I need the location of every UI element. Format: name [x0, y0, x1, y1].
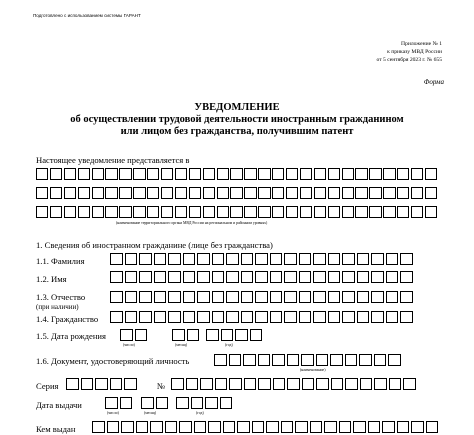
input-cell[interactable] [241, 271, 254, 283]
input-cell[interactable] [411, 168, 423, 180]
input-cell[interactable] [258, 354, 271, 366]
issue-month-cells[interactable] [141, 397, 168, 409]
input-cell[interactable] [133, 168, 145, 180]
input-cell[interactable] [286, 206, 298, 218]
input-cell[interactable] [270, 291, 283, 303]
input-cell[interactable] [36, 206, 48, 218]
input-cell[interactable] [176, 397, 189, 409]
input-cell[interactable] [360, 378, 373, 390]
appendix-line-2: к приказу МВД России [387, 49, 442, 55]
input-cell[interactable] [92, 187, 104, 199]
input-cell[interactable] [139, 271, 152, 283]
document-title [0, 102, 474, 138]
input-cell[interactable] [36, 168, 48, 180]
input-cell[interactable] [136, 421, 149, 433]
input-cell[interactable] [397, 168, 409, 180]
input-cell[interactable] [284, 311, 297, 323]
input-cell[interactable] [197, 253, 210, 265]
input-cell[interactable] [400, 271, 413, 283]
input-cell[interactable] [214, 354, 227, 366]
input-cell[interactable] [270, 253, 283, 265]
input-cell[interactable] [147, 187, 159, 199]
issue-date-label: Дата выдачи [36, 400, 82, 410]
input-cell[interactable] [284, 291, 297, 303]
input-cell[interactable] [110, 311, 123, 323]
input-cell[interactable] [121, 421, 134, 433]
input-cell[interactable] [154, 253, 167, 265]
issue-day-cells[interactable] [105, 397, 132, 409]
input-cell[interactable] [165, 421, 178, 433]
input-cell[interactable] [342, 253, 355, 265]
input-cell[interactable] [50, 206, 62, 218]
input-cell[interactable] [342, 271, 355, 283]
input-cell[interactable] [316, 354, 329, 366]
input-cell[interactable] [133, 187, 145, 199]
input-cell[interactable] [183, 253, 196, 265]
input-cell[interactable] [139, 291, 152, 303]
input-cell[interactable] [161, 168, 173, 180]
input-cell[interactable] [139, 311, 152, 323]
name-cells[interactable] [110, 271, 413, 283]
input-cell[interactable] [369, 168, 381, 180]
input-cell[interactable] [110, 271, 123, 283]
input-cell[interactable] [388, 354, 401, 366]
input-cell[interactable] [272, 354, 285, 366]
input-cell[interactable] [272, 187, 284, 199]
input-cell[interactable] [95, 378, 108, 390]
input-cell[interactable] [125, 271, 138, 283]
input-cell[interactable] [314, 187, 326, 199]
input-cell[interactable] [411, 421, 424, 433]
input-cell[interactable] [105, 206, 117, 218]
input-cell[interactable] [281, 421, 294, 433]
input-cell[interactable] [342, 311, 355, 323]
input-cell[interactable] [342, 168, 354, 180]
input-cell[interactable] [328, 291, 341, 303]
garant-note: Подготовлено с использованием системы ГАРАНТ [33, 13, 141, 18]
input-cell[interactable] [221, 329, 234, 341]
input-cell[interactable] [120, 397, 133, 409]
input-cell[interactable] [386, 311, 399, 323]
input-cell[interactable] [78, 187, 90, 199]
input-cell[interactable] [203, 206, 215, 218]
input-cell[interactable] [357, 291, 370, 303]
input-cell[interactable] [226, 291, 239, 303]
input-cell[interactable] [64, 187, 76, 199]
birthdate-day-caption: (число) [123, 343, 135, 347]
authority-cells-row-3[interactable] [36, 206, 439, 218]
input-cell[interactable] [383, 206, 395, 218]
input-cell[interactable] [299, 291, 312, 303]
input-cell[interactable] [119, 187, 131, 199]
input-cell[interactable] [258, 187, 270, 199]
input-cell[interactable] [139, 253, 152, 265]
input-cell[interactable] [258, 168, 270, 180]
input-cell[interactable] [299, 311, 312, 323]
input-cell[interactable] [411, 206, 423, 218]
input-cell[interactable] [189, 206, 201, 218]
appendix-block [376, 40, 442, 64]
input-cell[interactable] [175, 206, 187, 218]
appendix-line-1: Приложение № 1 [401, 41, 442, 47]
input-cell[interactable] [258, 378, 271, 390]
input-cell[interactable] [357, 271, 370, 283]
input-cell[interactable] [345, 354, 358, 366]
input-cell[interactable] [400, 253, 413, 265]
input-cell[interactable] [382, 421, 395, 433]
issue-year-cells[interactable] [176, 397, 232, 409]
input-cell[interactable] [212, 253, 225, 265]
input-cell[interactable] [244, 378, 257, 390]
input-cell[interactable] [168, 311, 181, 323]
input-cell[interactable] [255, 291, 268, 303]
input-cell[interactable] [92, 421, 105, 433]
input-cell[interactable] [425, 168, 437, 180]
input-cell[interactable] [92, 206, 104, 218]
patronymic-note: (при наличии) [36, 303, 79, 311]
input-cell[interactable] [187, 329, 200, 341]
input-cell[interactable] [212, 271, 225, 283]
appendix-line-3: от 5 сентября 2023 г. № 655 [376, 57, 442, 63]
patronymic-cells[interactable] [110, 291, 413, 303]
input-cell[interactable] [314, 206, 326, 218]
input-cell[interactable] [175, 168, 187, 180]
input-cell[interactable] [255, 271, 268, 283]
input-cell[interactable] [229, 354, 242, 366]
document-cells[interactable] [214, 354, 401, 366]
input-cell[interactable] [355, 206, 367, 218]
input-cell[interactable] [342, 187, 354, 199]
input-cell[interactable] [328, 187, 340, 199]
intro-text: Настоящее уведомление представляется в [36, 155, 190, 165]
input-cell[interactable] [189, 187, 201, 199]
input-cell[interactable] [154, 311, 167, 323]
input-cell[interactable] [241, 311, 254, 323]
input-cell[interactable] [179, 421, 192, 433]
input-cell[interactable] [286, 187, 298, 199]
birthdate-month-caption: (месяц) [175, 343, 188, 347]
citizenship-cells[interactable] [110, 311, 413, 323]
title-line-3: или лицом без гражданства, получившим патент [120, 126, 354, 137]
input-cell[interactable] [313, 291, 326, 303]
section-1-heading: 1. Сведения об иностранном гражданине (лице без гражданства) [36, 240, 273, 250]
input-cell[interactable] [300, 187, 312, 199]
input-cell[interactable] [272, 168, 284, 180]
input-cell[interactable] [287, 354, 300, 366]
series-cells[interactable] [66, 378, 137, 390]
input-cell[interactable] [105, 397, 118, 409]
series-label: Серия [36, 381, 59, 391]
input-cell[interactable] [147, 168, 159, 180]
input-cell[interactable] [205, 397, 218, 409]
input-cell[interactable] [119, 168, 131, 180]
input-cell[interactable] [156, 397, 169, 409]
birthdate-day-cells[interactable] [120, 329, 147, 341]
input-cell[interactable] [36, 187, 48, 199]
input-cell[interactable] [316, 378, 329, 390]
input-cell[interactable] [50, 187, 62, 199]
input-cell[interactable] [217, 187, 229, 199]
input-cell[interactable] [301, 354, 314, 366]
input-cell[interactable] [243, 354, 256, 366]
input-cell[interactable] [400, 311, 413, 323]
input-cell[interactable] [426, 421, 439, 433]
input-cell[interactable] [411, 187, 423, 199]
input-cell[interactable] [200, 378, 213, 390]
input-cell[interactable] [314, 168, 326, 180]
surname-label: 1.1. Фамилия [36, 256, 85, 266]
name-label: 1.2. Имя [36, 274, 67, 284]
input-cell[interactable] [119, 206, 131, 218]
input-cell[interactable] [397, 187, 409, 199]
input-cell[interactable] [270, 271, 283, 283]
issued-by-cells[interactable] [92, 421, 438, 433]
input-cell[interactable] [217, 168, 229, 180]
title-line-1: УВЕДОМЛЕНИЕ [194, 102, 280, 113]
input-cell[interactable] [197, 271, 210, 283]
input-cell[interactable] [223, 421, 236, 433]
input-cell[interactable] [125, 291, 138, 303]
input-cell[interactable] [386, 291, 399, 303]
input-cell[interactable] [342, 206, 354, 218]
authority-cells-row-1[interactable] [36, 168, 439, 180]
input-cell[interactable] [215, 378, 228, 390]
input-cell[interactable] [270, 311, 283, 323]
input-cell[interactable] [255, 253, 268, 265]
input-cell[interactable] [353, 421, 366, 433]
input-cell[interactable] [197, 311, 210, 323]
input-cell[interactable] [386, 253, 399, 265]
input-cell[interactable] [186, 378, 199, 390]
input-cell[interactable] [230, 187, 242, 199]
input-cell[interactable] [244, 168, 256, 180]
input-cell[interactable] [374, 378, 387, 390]
input-cell[interactable] [371, 253, 384, 265]
input-cell[interactable] [284, 253, 297, 265]
input-cell[interactable] [78, 206, 90, 218]
input-cell[interactable] [328, 271, 341, 283]
input-cell[interactable] [357, 311, 370, 323]
issue-day-caption: (число) [107, 411, 119, 415]
input-cell[interactable] [241, 291, 254, 303]
input-cell[interactable] [120, 329, 133, 341]
input-cell[interactable] [92, 168, 104, 180]
input-cell[interactable] [168, 253, 181, 265]
input-cell[interactable] [284, 271, 297, 283]
issue-month-caption: (месяц) [144, 411, 157, 415]
input-cell[interactable] [328, 311, 341, 323]
input-cell[interactable] [300, 168, 312, 180]
input-cell[interactable] [425, 206, 437, 218]
input-cell[interactable] [171, 378, 184, 390]
input-cell[interactable] [133, 206, 145, 218]
input-cell[interactable] [342, 291, 355, 303]
input-cell[interactable] [212, 311, 225, 323]
authority-cells-row-2[interactable] [36, 187, 439, 199]
input-cell[interactable] [266, 421, 279, 433]
input-cell[interactable] [331, 378, 344, 390]
input-cell[interactable] [299, 253, 312, 265]
input-cell[interactable] [313, 311, 326, 323]
input-cell[interactable] [286, 168, 298, 180]
input-cell[interactable] [66, 378, 79, 390]
input-cell[interactable] [357, 253, 370, 265]
input-cell[interactable] [371, 291, 384, 303]
input-cell[interactable] [107, 421, 120, 433]
input-cell[interactable] [425, 187, 437, 199]
input-cell[interactable] [324, 421, 337, 433]
input-cell[interactable] [328, 206, 340, 218]
input-cell[interactable] [371, 271, 384, 283]
input-cell[interactable] [328, 168, 340, 180]
issued-by-label: Кем выдан [36, 424, 76, 434]
input-cell[interactable] [237, 421, 250, 433]
input-cell[interactable] [313, 271, 326, 283]
input-cell[interactable] [183, 271, 196, 283]
input-cell[interactable] [313, 253, 326, 265]
input-cell[interactable] [339, 421, 352, 433]
input-cell[interactable] [135, 329, 148, 341]
input-cell[interactable] [273, 378, 286, 390]
input-cell[interactable] [299, 271, 312, 283]
input-cell[interactable] [105, 168, 117, 180]
input-cell[interactable] [154, 271, 167, 283]
birthdate-month-cells[interactable] [172, 329, 199, 341]
input-cell[interactable] [64, 168, 76, 180]
number-cells[interactable] [171, 378, 416, 390]
input-cell[interactable] [168, 271, 181, 283]
input-cell[interactable] [110, 378, 123, 390]
input-cell[interactable] [310, 421, 323, 433]
surname-cells[interactable] [110, 253, 413, 265]
input-cell[interactable] [397, 206, 409, 218]
input-cell[interactable] [359, 354, 372, 366]
input-cell[interactable] [189, 168, 201, 180]
input-cell[interactable] [105, 187, 117, 199]
input-cell[interactable] [110, 253, 123, 265]
title-line-2: об осуществлении трудовой деятельности иностранным гражданином [70, 114, 404, 125]
input-cell[interactable] [197, 291, 210, 303]
input-cell[interactable] [212, 291, 225, 303]
birthdate-label: 1.5. Дата рождения [36, 331, 106, 341]
input-cell[interactable] [374, 354, 387, 366]
input-cell[interactable] [217, 206, 229, 218]
input-cell[interactable] [141, 397, 154, 409]
input-cell[interactable] [183, 311, 196, 323]
input-cell[interactable] [386, 271, 399, 283]
input-cell[interactable] [110, 291, 123, 303]
input-cell[interactable] [397, 421, 410, 433]
input-cell[interactable] [64, 206, 76, 218]
input-cell[interactable] [175, 187, 187, 199]
input-cell[interactable] [194, 421, 207, 433]
input-cell[interactable] [206, 329, 219, 341]
input-cell[interactable] [403, 378, 416, 390]
input-cell[interactable] [168, 291, 181, 303]
input-cell[interactable] [287, 378, 300, 390]
input-cell[interactable] [302, 378, 315, 390]
input-cell[interactable] [383, 187, 395, 199]
input-cell[interactable] [226, 253, 239, 265]
form-label: Форма [423, 78, 444, 86]
input-cell[interactable] [383, 168, 395, 180]
input-cell[interactable] [124, 378, 137, 390]
input-cell[interactable] [328, 253, 341, 265]
input-cell[interactable] [230, 168, 242, 180]
patronymic-label: 1.3. Отчество [36, 292, 86, 302]
input-cell[interactable] [255, 311, 268, 323]
input-cell[interactable] [220, 397, 233, 409]
input-cell[interactable] [345, 378, 358, 390]
input-cell[interactable] [172, 329, 185, 341]
input-cell[interactable] [78, 168, 90, 180]
input-cell[interactable] [389, 378, 402, 390]
input-cell[interactable] [244, 187, 256, 199]
input-cell[interactable] [368, 421, 381, 433]
input-cell[interactable] [203, 168, 215, 180]
issue-year-caption: (год) [196, 411, 204, 415]
input-cell[interactable] [226, 271, 239, 283]
input-cell[interactable] [295, 421, 308, 433]
input-cell[interactable] [50, 168, 62, 180]
input-cell[interactable] [355, 168, 367, 180]
input-cell[interactable] [400, 291, 413, 303]
input-cell[interactable] [81, 378, 94, 390]
input-cell[interactable] [154, 291, 167, 303]
input-cell[interactable] [252, 421, 265, 433]
input-cell[interactable] [355, 187, 367, 199]
input-cell[interactable] [229, 378, 242, 390]
input-cell[interactable] [300, 206, 312, 218]
document-caption: (наименование) [300, 368, 326, 372]
input-cell[interactable] [241, 253, 254, 265]
input-cell[interactable] [125, 253, 138, 265]
input-cell[interactable] [369, 187, 381, 199]
input-cell[interactable] [191, 397, 204, 409]
input-cell[interactable] [150, 421, 163, 433]
input-cell[interactable] [272, 206, 284, 218]
input-cell[interactable] [244, 206, 256, 218]
input-cell[interactable] [208, 421, 221, 433]
input-cell[interactable] [369, 206, 381, 218]
input-cell[interactable] [230, 206, 242, 218]
input-cell[interactable] [125, 311, 138, 323]
input-cell[interactable] [330, 354, 343, 366]
input-cell[interactable] [258, 206, 270, 218]
authority-caption: (наименование территориального органа МВД России на региональном и районном уровнях) [116, 221, 268, 225]
input-cell[interactable] [203, 187, 215, 199]
document-label: 1.6. Документ, удостоверяющий личность [36, 356, 190, 366]
birthdate-year-caption: (год) [225, 343, 233, 347]
number-sign: № [157, 381, 166, 391]
input-cell[interactable] [250, 329, 263, 341]
birthdate-year-cells[interactable] [206, 329, 262, 341]
input-cell[interactable] [161, 187, 173, 199]
input-cell[interactable] [161, 206, 173, 218]
input-cell[interactable] [226, 311, 239, 323]
input-cell[interactable] [183, 291, 196, 303]
input-cell[interactable] [147, 206, 159, 218]
input-cell[interactable] [235, 329, 248, 341]
input-cell[interactable] [371, 311, 384, 323]
citizenship-label: 1.4. Гражданство [36, 314, 99, 324]
